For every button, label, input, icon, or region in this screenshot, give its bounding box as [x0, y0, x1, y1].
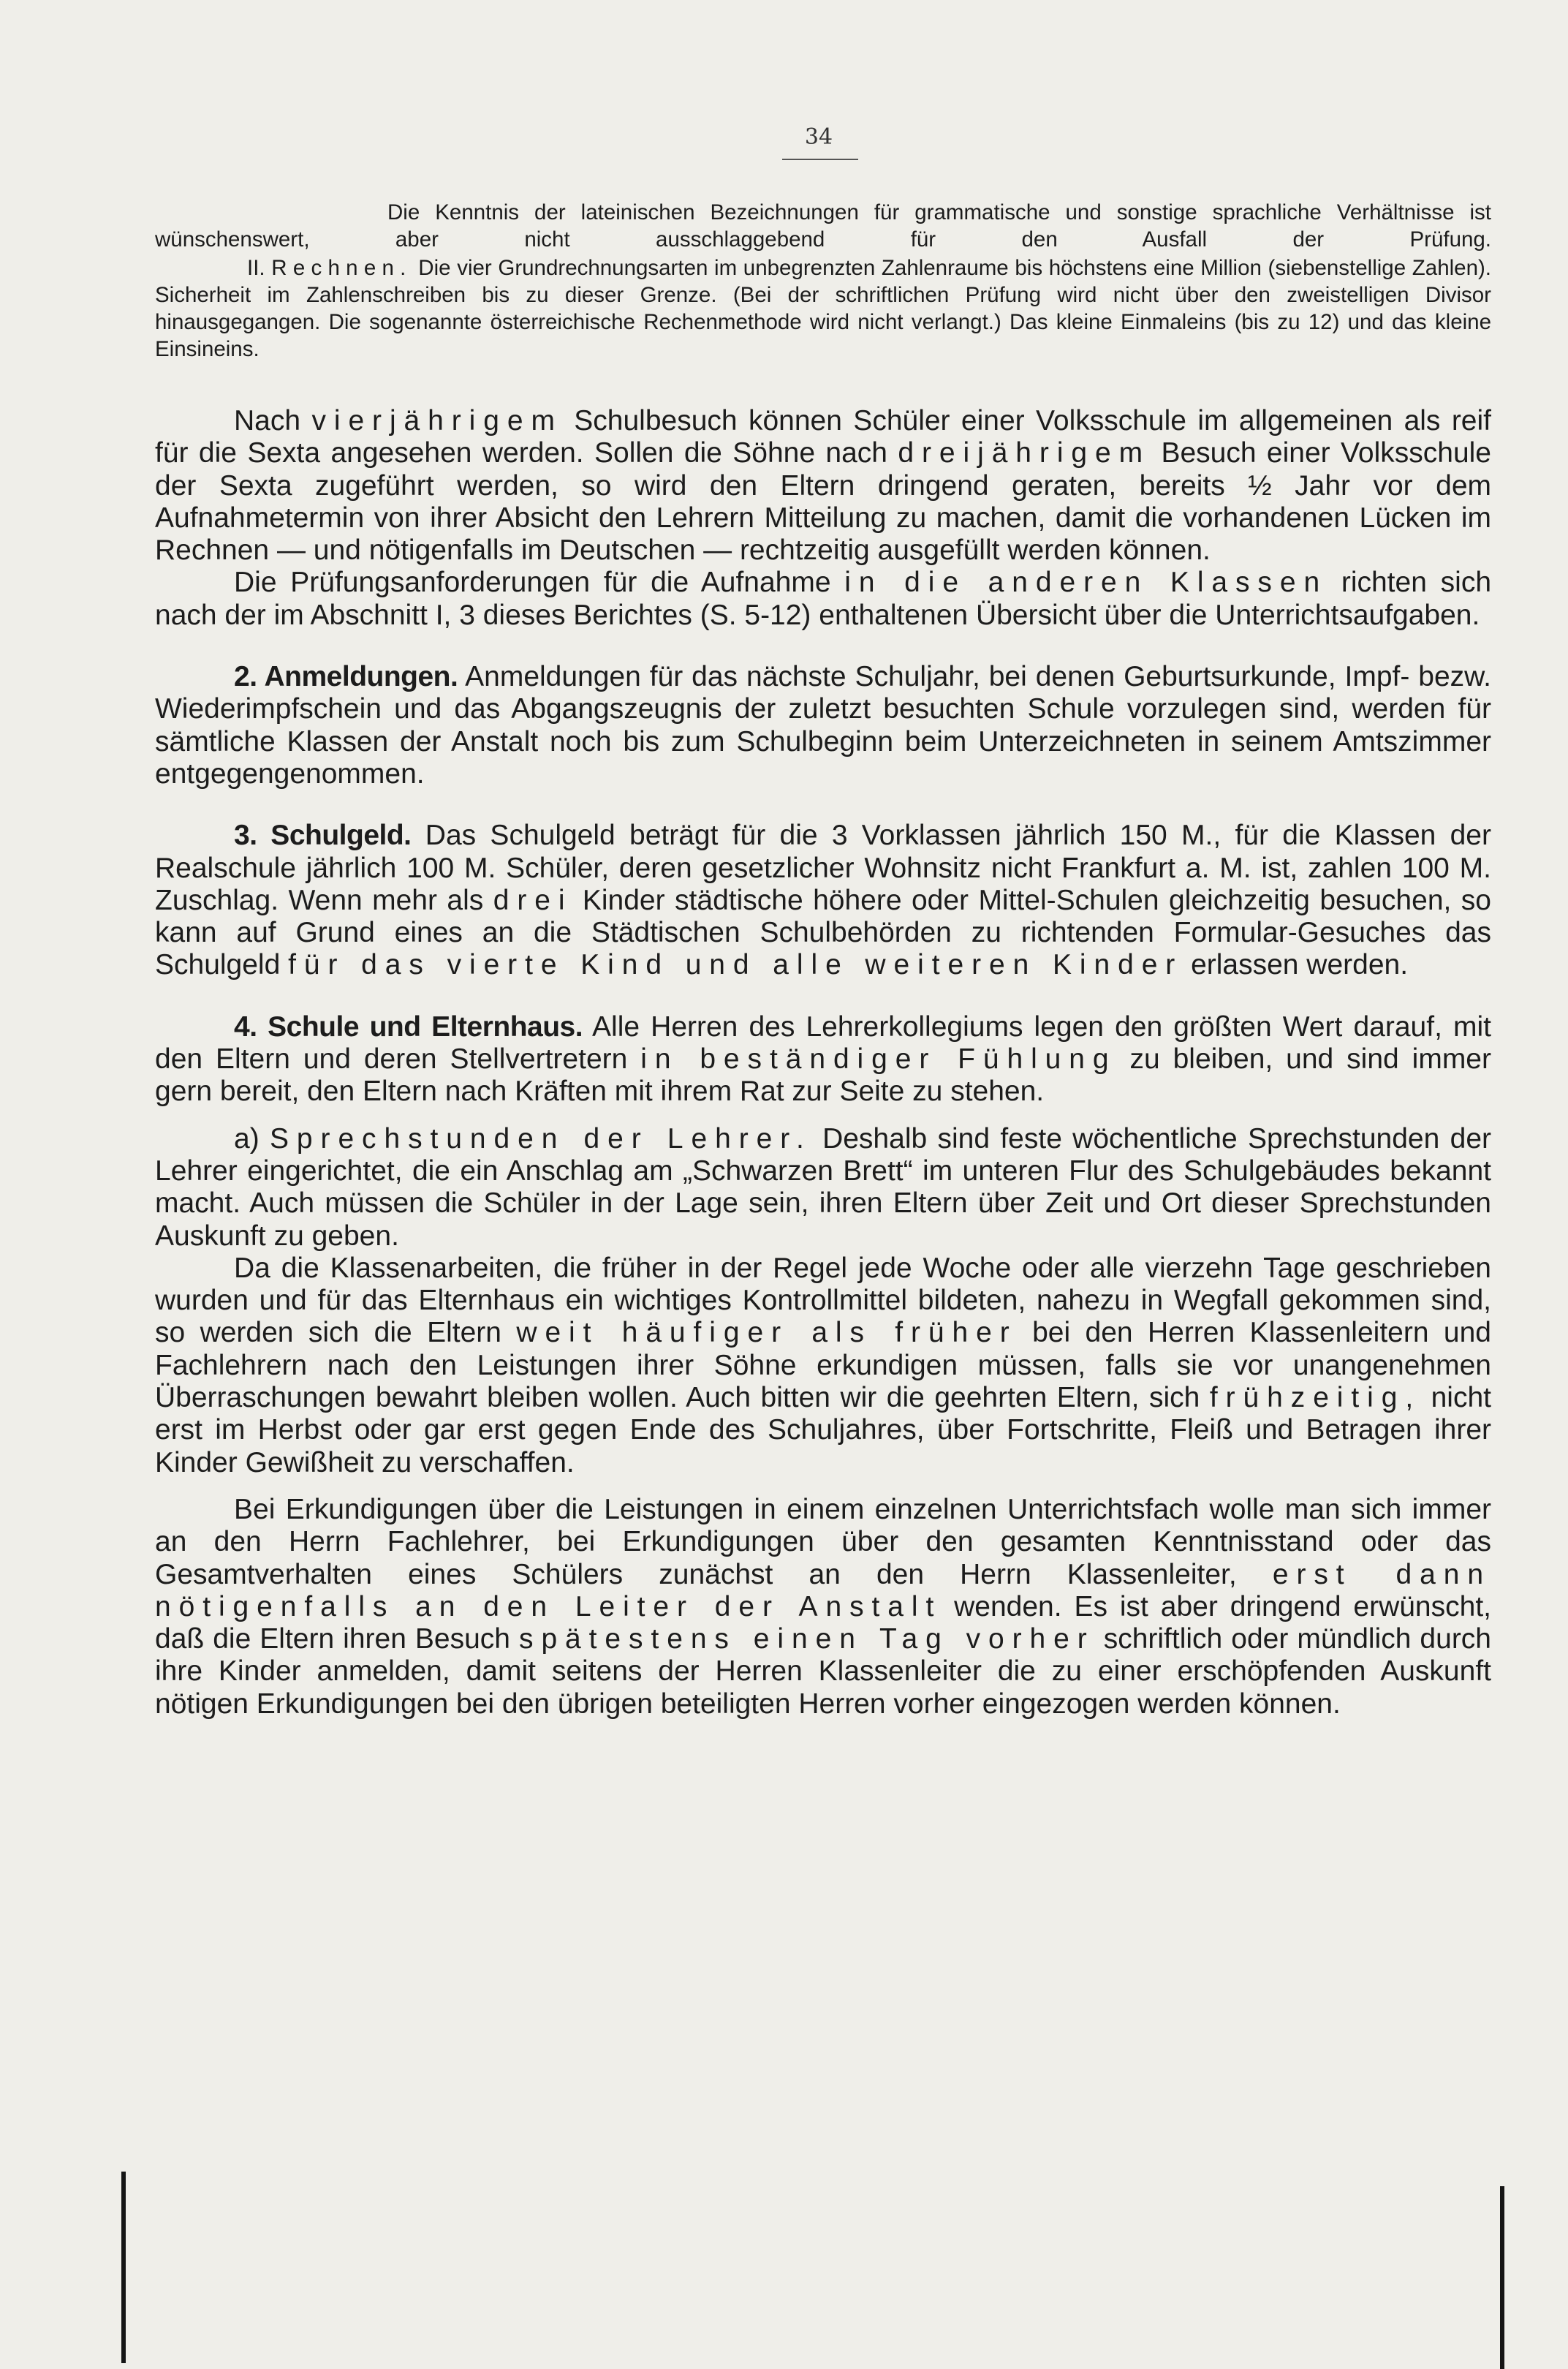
emphasis-fuehlung: in beständiger Fühlung [640, 1043, 1117, 1076]
section-heading-anmeldungen: 2. Anmeldungen. [234, 661, 458, 693]
text-run: Deshalb sind feste wöchentliche Sprechstunden der Lehrer eingerichtet, die ein Anschlag am „Schwarzen Brett“ im unteren Flur des Schulgebäudes bekannt macht. Auch müssen die Schüler in der Lage sein, ihren Eltern über Zeit und Ort dieser Sprechstunden Auskunft zu geben. [155, 1122, 1491, 1252]
rechnen-heading: Rechnen. [271, 256, 412, 280]
section-schulgeld [155, 820, 1491, 981]
text-run: schriftlich oder mündlich durch ihre Kinder anmelden, damit seitens der Herren Klassenleiter die zu einer erschöpfenden Auskunft nötigen Erkundigungen bei den übrigen beteiligten Herren vorher eingezogen werden können. [155, 1623, 1491, 1720]
text-run: Schulbesuch können Schüler einer Volksschule im allgemeinen als reif für die Sexta angesehen werden. Sollen die Söhne nach [155, 405, 1491, 469]
emphasis-haeufiger: weit häufiger als früher [516, 1317, 1018, 1349]
intro-latin-paragraph: Die Kenntnis der lateinischen Bezeichnungen für grammatische und sonstige sprachliche Verhältnisse ist wünschenswert, aber nicht ausschlaggebend für den Ausfall der Prüfung. [155, 200, 1491, 252]
text-run: wenden. Es ist aber dringend erwünscht, daß die Eltern ihren Besuch [155, 1590, 1491, 1655]
paragraph-erkundigungen [155, 1494, 1491, 1720]
text-run: Da die Klassenarbeiten, die früher in der Regel jede Woche oder alle vierzehn Tage geschrieben wurden und für das Elternhaus ein wichtiges Kontrollmittel bildeten, nahezu in Wegfall gekommen sind, so werden sich die Eltern [155, 1252, 1491, 1349]
paragraph-andere-klassen [155, 567, 1491, 632]
page-number-rule [782, 159, 858, 160]
text-run: zu bleiben, und sind immer gern bereit, den Eltern nach Kräften mit ihrem Rat zur Seite zu stehen. [155, 1043, 1491, 1108]
intro-block [155, 199, 1491, 364]
text-run: Besuch einer Volksschule der Sexta zugeführt werden, so wird den Eltern dringend geraten, bereits ½ Jahr vor dem Aufnahmetermin von ihrer Absicht den Lehrern Mitteilung zu machen, damit die vorhandenen Lücken im Rechnen — und nötigenfalls im Deutschen — rechtzeitig ausgefüllt werden können. [155, 437, 1491, 567]
text-run: Kinder städtische höhere oder Mittel-Schulen gleichzeitig besuchen, so kann auf Grund eines an die Städtischen Schulbehörden zu richtenden Formular-Gesuches das Schulgeld [155, 884, 1491, 981]
emphasis-andere-klassen: in die anderen Klassen [844, 567, 1328, 599]
subsection-marker: a) [234, 1122, 260, 1155]
rechnen-text: Die vier Grundrechnungsarten im unbegrenzten Zahlenraume bis höchstens eine Million (siebenstellige Zahlen). Sicherheit im Zahlenschreiben bis zu dieser Grenze. (Bei der schriftlichen Prüfung wird nicht über den zweistelligen Divisor hinausgegangen. Die sogenannte österreichische Rechenmethode wird nicht verlangt.) Das kleine Einmaleins (bis zu 12) und das kleine Einsineins. [155, 256, 1491, 361]
text-run: Bei Erkundigungen über die Leistungen in einem einzelnen Unterrichtsfach wolle man sich immer an den Herrn Fachlehrer, bei Erkundigungen über den gesamten Kenntnisstand oder das Gesamtverhalten eines Schülers zunächst an den Herrn Klassenleiter, [155, 1493, 1491, 1590]
text-run: richten sich nach der im Abschnitt I, 3 dieses Berichtes (S. 5-12) enthaltenen Übersicht über die Unterrichtsaufgaben. [155, 567, 1492, 631]
intro-rechnen-paragraph [155, 254, 1491, 363]
page-number: 34 [804, 124, 833, 150]
text-run: Das Schulgeld beträgt für die 3 Vorklassen jährlich 150 M., für die Klassen der Realschule jährlich 100 M. Schüler, deren gesetzlicher Wohnsitz nicht Frankfurt a. M. ist, zahlen 100 M. Zuschlag. Wenn mehr als [155, 820, 1491, 916]
emphasis-viertes-kind: für das vierte Kind und alle weiteren Kinder [288, 949, 1183, 981]
emphasis-dreijaehrig: dreijährigem [898, 437, 1151, 469]
paragraph-sexta [155, 405, 1491, 567]
emphasis-tag-vorher: spätestens einen Tag vorher [519, 1623, 1095, 1655]
margin-bar-right [1500, 2186, 1504, 2369]
paragraph-klassenarbeiten [155, 1252, 1491, 1479]
rechnen-number: II. [247, 256, 265, 280]
emphasis-leiter-anstalt: erst dann nötigenfalls an den Leiter der Anstalt [155, 1558, 1491, 1622]
text-run: Alle Herren des Lehrerkollegiums legen den größten Wert darauf, mit den Eltern und deren Stellvertretern [155, 1010, 1491, 1076]
main-body [155, 405, 1491, 1720]
section-anmeldungen [155, 661, 1491, 790]
text-run: nicht erst im Herbst oder gar erst gegen Ende des Schuljahres, über Fortschritte, Fleiß und Betragen ihrer Kinder Gewißheit zu verschaffen. [155, 1382, 1491, 1478]
emphasis-fruehzeitig: frühzeitig, [1209, 1382, 1422, 1414]
text-run: bei den Herren Klassenleitern und Fachlehrern nach den Leistungen ihrer Söhne erkundigen müssen, falls sie vor unangenehmen Überraschungen bewahrt bleiben wollen. Auch bitten wir die geehrten Eltern, sich [155, 1317, 1491, 1414]
margin-bar-left [121, 2172, 126, 2363]
section-heading-schulgeld: 3. Schulgeld. [234, 820, 412, 852]
text-run: Nach [234, 405, 301, 437]
emphasis-drei: drei [493, 884, 573, 916]
subsection-sprechstunden [155, 1123, 1491, 1252]
text-run: Die Prüfungsanforderungen für die Aufnahme [234, 567, 831, 599]
text-run: erlassen werden. [1191, 949, 1409, 981]
emphasis-vierjaehrig: vierjährigem [311, 405, 563, 437]
subsection-heading-sprechstunden: Sprechstunden der Lehrer. [270, 1122, 812, 1155]
section-heading-schule-elternhaus: 4. Schule und Elternhaus. [234, 1010, 583, 1043]
text-run: Anmeldungen für das nächste Schuljahr, bei denen Geburtsurkunde, Impf- bezw. Wiederimpfschein und das Abgangszeugnis der zuletzt besuchten Schule vorzulegen sind, werden für sämtliche Klassen der Anstalt noch bis zum Schulbeginn beim Unterzeichneten in seinem Amtszimmer entgegengenommen. [155, 661, 1491, 790]
section-schule-elternhaus [155, 1011, 1491, 1108]
